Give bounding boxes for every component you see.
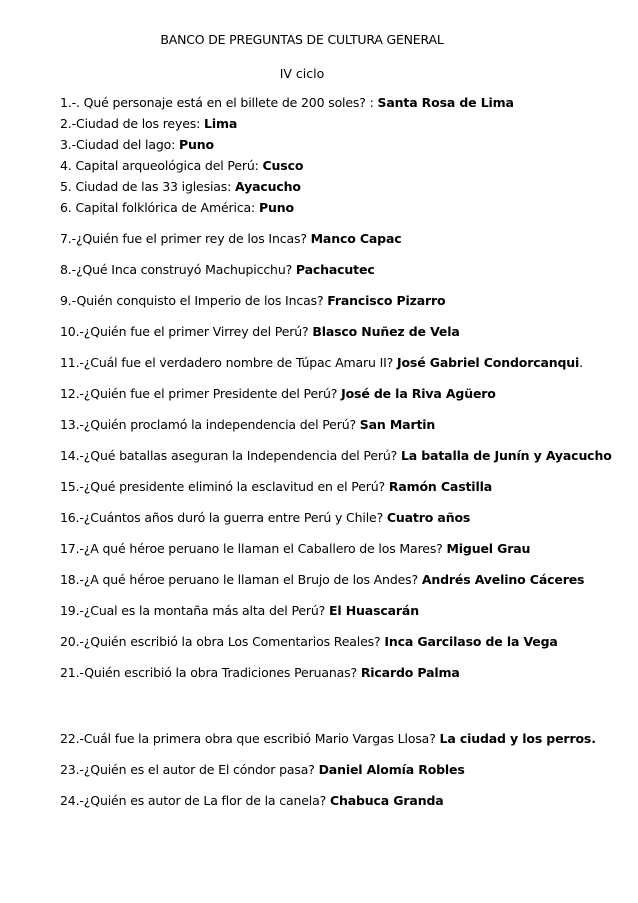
question-text: 13.-¿Quién proclamó la independencia del Perú? [60, 417, 360, 432]
question-text: 9.-Quién conquisto el Imperio de los Incas? [60, 293, 328, 308]
question-item [60, 179, 620, 195]
answer-text: La ciudad y los perros. [439, 731, 596, 746]
question-item [60, 634, 620, 650]
answer-text: Chabuca Granda [329, 793, 444, 808]
answer-suffix: . [579, 355, 584, 370]
question-item [60, 572, 620, 588]
question-text: 11.-¿Cuál fue el verdadero nombre de Túpac Amaru II? [60, 355, 397, 370]
question-item [60, 793, 620, 809]
question-text: 18.-¿A qué héroe peruano le llaman el Brujo de los Andes? [60, 572, 422, 587]
question-text: 20.-¿Quién escribió la obra Los Comentarios Reales? [60, 634, 385, 649]
question-item [60, 293, 620, 309]
question-text: 5. Ciudad de las 33 iglesias: [60, 179, 236, 194]
question-item [60, 448, 620, 464]
question-item [60, 231, 620, 247]
question-text: 8.-¿Qué Inca construyó Machupicchu? [60, 262, 296, 277]
question-item [60, 116, 620, 132]
question-text: 22.-Cuál fue la primera obra que escribió Mario Vargas Llosa? [60, 731, 440, 746]
answer-text: Cuatro años [386, 510, 471, 525]
question-text: 24.-¿Quién es autor de La flor de la canela? [60, 793, 330, 808]
question-text: 6. Capital folklórica de América: [60, 200, 259, 215]
answer-text: Francisco Pizarro [327, 293, 446, 308]
question-item [60, 479, 620, 495]
question-item [60, 541, 620, 557]
answer-text: Puno [179, 137, 214, 152]
question-item [60, 510, 620, 526]
answer-text: Lima [204, 116, 238, 131]
question-text: 21.-Quién escribió la obra Tradiciones Peruanas? [60, 665, 361, 680]
document-subtitle: IV ciclo [279, 66, 325, 81]
question-item [60, 355, 620, 371]
answer-text: Manco Capac [310, 231, 402, 246]
answer-text: Inca Garcilaso de la Vega [384, 634, 558, 649]
question-item [60, 417, 620, 433]
question-item [60, 95, 620, 111]
answer-text: Pachacutec [295, 262, 375, 277]
answer-text: Blasco Nuñez de Vela [312, 324, 460, 339]
question-item [60, 158, 620, 174]
answer-text: Daniel Alomía Robles [318, 762, 465, 777]
question-item [60, 665, 620, 681]
question-item [60, 762, 620, 778]
question-text: 2.-Ciudad de los reyes: [60, 116, 205, 131]
question-item [60, 137, 620, 153]
answer-text: José de la Riva Agüero [341, 386, 496, 401]
question-text: 14.-¿Qué batallas aseguran la Independencia del Perú? [60, 448, 401, 463]
question-text: 10.-¿Quién fue el primer Virrey del Perú? [60, 324, 313, 339]
question-text: 12.-¿Quién fue el primer Presidente del Perú? [60, 386, 342, 401]
question-item [60, 386, 620, 402]
answer-text: Santa Rosa de Lima [377, 95, 514, 110]
question-text: 1.-. Qué personaje está en el billete de 200 soles? : [60, 95, 378, 110]
answer-text: Ayacucho [235, 179, 301, 194]
question-text: 3.-Ciudad del lago: [60, 137, 180, 152]
question-text: 15.-¿Qué presidente eliminó la esclavitud en el Perú? [60, 479, 389, 494]
question-item [60, 731, 620, 747]
answer-text: El Huascarán [329, 603, 419, 618]
question-item [60, 324, 620, 340]
question-text: 23.-¿Quién es el autor de El cóndor pasa? [60, 762, 319, 777]
answer-text: Miguel Grau [446, 541, 531, 556]
question-item [60, 603, 620, 619]
answer-text: Cusco [262, 158, 304, 173]
question-text: 7.-¿Quién fue el primer rey de los Incas? [60, 231, 311, 246]
question-text: 17.-¿A qué héroe peruano le llaman el Caballero de los Mares? [60, 541, 447, 556]
question-text: 16.-¿Cuántos años duró la guerra entre Perú y Chile? [60, 510, 387, 525]
question-item [60, 200, 620, 216]
answer-text: Andrés Avelino Cáceres [421, 572, 585, 587]
question-text: 4. Capital arqueológica del Perú: [60, 158, 263, 173]
document-title: BANCO DE PREGUNTAS DE CULTURA GENERAL [160, 32, 444, 47]
question-item [60, 262, 620, 278]
answer-text: José Gabriel Condorcanqui [396, 355, 580, 370]
answer-text: Ramón Castilla [388, 479, 492, 494]
answer-text: San Martin [359, 417, 436, 432]
question-text: 19.-¿Cual es la montaña más alta del Perú? [60, 603, 329, 618]
answer-text: Puno [258, 200, 294, 215]
answer-text: La batalla de Junín y Ayacucho [400, 448, 612, 463]
answer-text: Ricardo Palma [360, 665, 460, 680]
